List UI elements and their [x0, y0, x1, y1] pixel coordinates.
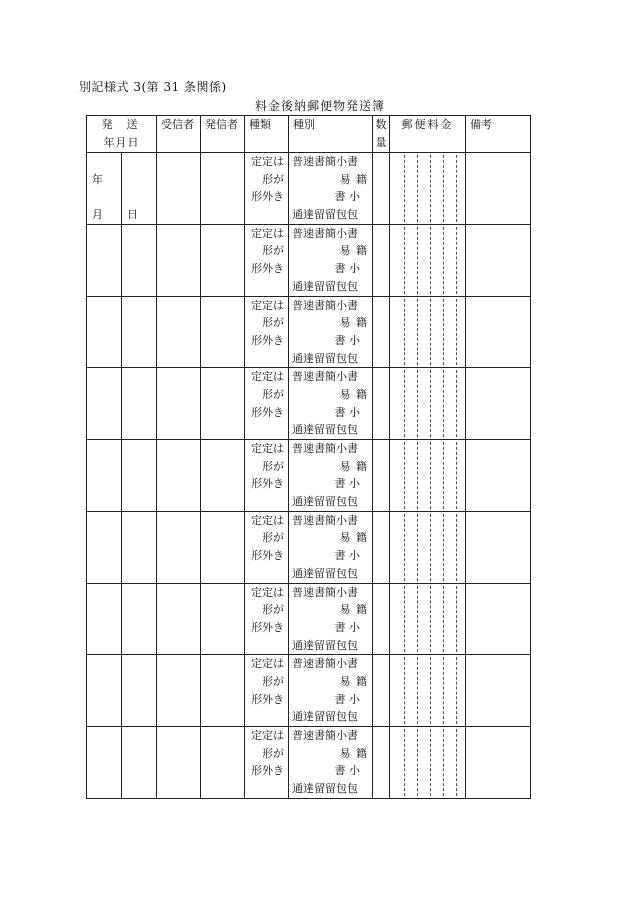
- digit-separator-line: [456, 299, 457, 366]
- kind-option-line: 定定は: [251, 155, 284, 168]
- digit-separator-line: [417, 514, 418, 581]
- classification-option-line: 書 小: [334, 620, 360, 634]
- date-year-month-cell[interactable]: [87, 224, 122, 296]
- classification-option-line: 通達留留包包: [292, 208, 358, 222]
- kind-option-line: 形が: [262, 316, 284, 330]
- date-year-month-cell[interactable]: [87, 583, 122, 655]
- classification-option-line: 書 小: [334, 190, 360, 204]
- classification-option-line: 書 小: [334, 549, 360, 563]
- recipient-cell[interactable]: [157, 153, 201, 225]
- classification-option-line: 通達留留包包: [292, 495, 358, 509]
- kind-option-line: 形が: [262, 531, 284, 545]
- digit-separator-line: [404, 155, 405, 222]
- digit-separator-line: [404, 227, 405, 294]
- count-cell[interactable]: [373, 153, 390, 225]
- digit-separator-line: [404, 299, 405, 366]
- classification-option-line: 書 小: [334, 477, 360, 491]
- table-row: [87, 224, 531, 296]
- digit-separator-line: [430, 227, 431, 294]
- kind-option-line: 形外き: [251, 549, 284, 563]
- date-day-cell[interactable]: [122, 224, 157, 296]
- header-count-line2: 量: [375, 136, 387, 149]
- page-title: 料金後納郵便物発送簿: [254, 99, 385, 113]
- table-row: [87, 655, 531, 727]
- table-row: [87, 153, 531, 225]
- postage-cell[interactable]: [390, 224, 466, 296]
- year-label: 年: [92, 173, 103, 186]
- classification-option-line: 易 籍: [339, 172, 368, 186]
- classification-cell[interactable]: [289, 368, 373, 440]
- table-row: [87, 583, 531, 655]
- classification-option-line: 書 小: [334, 764, 360, 778]
- classification-option-line: 易 籍: [339, 459, 368, 473]
- kind-option-line: 形が: [262, 674, 284, 688]
- kind-option-line: 形が: [262, 746, 284, 760]
- mail-dispatch-ledger: [86, 115, 531, 799]
- digit-separator-line: [404, 442, 405, 509]
- digit-separator-line: [404, 729, 405, 796]
- remarks-cell[interactable]: [466, 727, 531, 799]
- digit-separator-line: [456, 657, 457, 724]
- sender-cell[interactable]: [201, 296, 245, 368]
- classification-cell[interactable]: [289, 440, 373, 512]
- classification-option-line: 易 籍: [339, 387, 368, 401]
- recipient-cell[interactable]: [157, 583, 201, 655]
- classification-option-line: 普速書簡小書: [292, 585, 358, 599]
- count-cell[interactable]: [373, 511, 390, 583]
- classification-option-line: 通達留留包包: [292, 782, 358, 796]
- header-dispatch-date: [87, 116, 157, 153]
- digit-separator-line: [443, 657, 444, 724]
- classification-cell[interactable]: [289, 296, 373, 368]
- postage-cell[interactable]: [390, 440, 466, 512]
- postage-cell[interactable]: [390, 583, 466, 655]
- digit-separator-line: [443, 370, 444, 437]
- classification-option-line: 普速書簡小書: [292, 155, 358, 168]
- date-year-month-cell[interactable]: [87, 153, 122, 225]
- classification-option-line: 通達留留包包: [292, 279, 358, 293]
- kind-option-line: 形が: [262, 244, 284, 258]
- kind-option-line: 形外き: [251, 692, 284, 706]
- count-cell[interactable]: [373, 583, 390, 655]
- sender-cell[interactable]: [201, 727, 245, 799]
- recipient-cell[interactable]: [157, 440, 201, 512]
- classification-option-line: 普速書簡小書: [292, 442, 358, 455]
- classification-option-line: 書 小: [334, 262, 360, 276]
- kind-cell[interactable]: [245, 153, 289, 225]
- header-date-line2: 年月日: [103, 136, 140, 149]
- classification-option-line: 書 小: [334, 333, 360, 347]
- sender-cell[interactable]: [201, 583, 245, 655]
- digit-separator-line: [417, 729, 418, 796]
- digit-separator-line: [456, 370, 457, 437]
- digit-separator-line: [417, 657, 418, 724]
- kind-option-line: 定定は: [251, 513, 284, 527]
- sender-cell[interactable]: [201, 655, 245, 727]
- classification-option-line: 書 小: [334, 692, 360, 706]
- classification-option-line: 易 籍: [339, 531, 368, 545]
- digit-separator-line: [430, 729, 431, 796]
- date-day-cell[interactable]: [122, 583, 157, 655]
- kind-option-line: 定定は: [251, 442, 284, 455]
- table-row: [87, 296, 531, 368]
- digit-separator-line: [417, 370, 418, 437]
- header-classification: 種別: [289, 116, 373, 153]
- header-postage: 郵便料金: [390, 116, 466, 153]
- digit-separator-line: [417, 155, 418, 222]
- classification-option-line: 易 籍: [339, 674, 368, 688]
- kind-cell[interactable]: [245, 583, 289, 655]
- classification-option-line: 普速書簡小書: [292, 657, 358, 671]
- digit-separator-line: [404, 657, 405, 724]
- date-day-cell[interactable]: [122, 727, 157, 799]
- kind-cell[interactable]: [245, 511, 289, 583]
- recipient-cell[interactable]: [157, 727, 201, 799]
- digit-separator-line: [430, 586, 431, 653]
- digit-separator-line: [430, 514, 431, 581]
- sender-cell[interactable]: [201, 153, 245, 225]
- date-day-cell[interactable]: [122, 368, 157, 440]
- header-row: [87, 116, 531, 153]
- count-cell[interactable]: [373, 727, 390, 799]
- kind-cell[interactable]: [245, 440, 289, 512]
- digit-separator-line: [417, 586, 418, 653]
- recipient-cell[interactable]: [157, 368, 201, 440]
- date-day-cell[interactable]: [122, 511, 157, 583]
- remarks-cell[interactable]: [466, 655, 531, 727]
- kind-option-line: 形が: [262, 387, 284, 401]
- digit-separator-line: [456, 729, 457, 796]
- classification-option-line: 普速書簡小書: [292, 370, 358, 384]
- kind-cell[interactable]: [245, 727, 289, 799]
- classification-cell[interactable]: [289, 153, 373, 225]
- digit-separator-line: [443, 442, 444, 509]
- count-cell[interactable]: [373, 296, 390, 368]
- date-year-month-cell[interactable]: [87, 727, 122, 799]
- digit-separator-line: [443, 227, 444, 294]
- sender-cell[interactable]: [201, 440, 245, 512]
- classification-option-line: 通達留留包包: [292, 351, 358, 365]
- recipient-cell[interactable]: [157, 655, 201, 727]
- postage-cell[interactable]: [390, 153, 466, 225]
- remarks-cell[interactable]: [466, 224, 531, 296]
- digit-separator-line: [443, 299, 444, 366]
- kind-cell[interactable]: [245, 655, 289, 727]
- kind-option-line: 形が: [262, 459, 284, 473]
- postage-cell[interactable]: [390, 296, 466, 368]
- digit-separator-line: [417, 442, 418, 509]
- digit-separator-line: [430, 155, 431, 222]
- postage-cell[interactable]: [390, 368, 466, 440]
- digit-separator-line: [456, 514, 457, 581]
- kind-option-line: 定定は: [251, 370, 284, 384]
- day-label: 日: [127, 208, 138, 221]
- kind-option-line: 形外き: [251, 405, 284, 419]
- classification-option-line: 通達留留包包: [292, 710, 358, 724]
- remarks-cell[interactable]: [466, 440, 531, 512]
- recipient-cell[interactable]: [157, 224, 201, 296]
- digit-separator-line: [443, 586, 444, 653]
- sender-cell[interactable]: [201, 224, 245, 296]
- sender-cell[interactable]: [201, 368, 245, 440]
- table-row: [87, 727, 531, 799]
- kind-option-line: 定定は: [251, 585, 284, 599]
- kind-option-line: 定定は: [251, 226, 284, 240]
- digit-separator-line: [443, 514, 444, 581]
- date-year-month-cell[interactable]: [87, 511, 122, 583]
- classification-option-line: 易 籍: [339, 603, 368, 617]
- table-row: [87, 440, 531, 512]
- date-year-month-cell[interactable]: [87, 440, 122, 512]
- classification-option-line: 易 籍: [339, 316, 368, 330]
- kind-option-line: 形外き: [251, 620, 284, 634]
- classification-cell[interactable]: [289, 511, 373, 583]
- date-year-month-cell[interactable]: [87, 296, 122, 368]
- kind-cell[interactable]: [245, 224, 289, 296]
- kind-option-line: 形が: [262, 172, 284, 186]
- header-sender: 発信者: [201, 116, 245, 153]
- header-recipient: 受信者: [157, 116, 201, 153]
- classification-option-line: 通達留留包包: [292, 566, 358, 580]
- remarks-cell[interactable]: [466, 583, 531, 655]
- kind-cell[interactable]: [245, 296, 289, 368]
- digit-separator-line: [430, 370, 431, 437]
- classification-option-line: 普速書簡小書: [292, 226, 358, 240]
- kind-option-line: 形が: [262, 603, 284, 617]
- kind-option-line: 定定は: [251, 298, 284, 312]
- date-year-month-cell[interactable]: [87, 368, 122, 440]
- date-day-cell[interactable]: [122, 655, 157, 727]
- classification-option-line: 易 籍: [339, 244, 368, 258]
- kind-option-line: 形外き: [251, 333, 284, 347]
- digit-separator-line: [456, 442, 457, 509]
- header-date-line1: 発送: [101, 118, 152, 131]
- classification-option-line: 普速書簡小書: [292, 729, 358, 742]
- postage-cell[interactable]: [390, 727, 466, 799]
- date-year-month-cell[interactable]: [87, 655, 122, 727]
- digit-separator-line: [456, 227, 457, 294]
- digit-separator-line: [404, 514, 405, 581]
- digit-separator-line: [456, 586, 457, 653]
- digit-separator-line: [443, 729, 444, 796]
- classification-option-line: 書 小: [334, 405, 360, 419]
- classification-option-line: 易 籍: [339, 746, 368, 760]
- kind-option-line: 形外き: [251, 190, 284, 204]
- date-day-cell[interactable]: [122, 296, 157, 368]
- digit-separator-line: [417, 227, 418, 294]
- classification-option-line: 通達留留包包: [292, 423, 358, 437]
- table-row: [87, 511, 531, 583]
- digit-separator-line: [404, 370, 405, 437]
- kind-option-line: 形外き: [251, 477, 284, 491]
- digit-separator-line: [443, 155, 444, 222]
- header-count: [373, 116, 390, 153]
- date-day-cell[interactable]: [122, 440, 157, 512]
- digit-separator-line: [404, 586, 405, 653]
- postage-cell[interactable]: [390, 655, 466, 727]
- remarks-cell[interactable]: [466, 511, 531, 583]
- recipient-cell[interactable]: [157, 296, 201, 368]
- kind-option-line: 定定は: [251, 657, 284, 671]
- date-day-cell[interactable]: [122, 153, 157, 225]
- count-cell[interactable]: [373, 655, 390, 727]
- digit-separator-line: [430, 657, 431, 724]
- header-kind: 種類: [245, 116, 289, 153]
- kind-cell[interactable]: [245, 368, 289, 440]
- month-label: 月: [92, 208, 103, 221]
- header-remarks: 備考: [466, 116, 531, 153]
- kind-option-line: 形外き: [251, 764, 284, 778]
- kind-option-line: 定定は: [251, 729, 284, 742]
- remarks-cell[interactable]: [466, 296, 531, 368]
- classification-cell[interactable]: [289, 224, 373, 296]
- form-caption: 別記様式 3(第 31 条関係): [79, 80, 227, 94]
- classification-cell[interactable]: [289, 655, 373, 727]
- digit-separator-line: [430, 442, 431, 509]
- sender-cell[interactable]: [201, 511, 245, 583]
- remarks-cell[interactable]: [466, 368, 531, 440]
- count-cell[interactable]: [373, 368, 390, 440]
- classification-option-line: 普速書簡小書: [292, 298, 358, 312]
- digit-separator-line: [430, 299, 431, 366]
- classification-option-line: 普速書簡小書: [292, 513, 358, 527]
- classification-cell[interactable]: [289, 727, 373, 799]
- table-row: [87, 368, 531, 440]
- count-cell[interactable]: [373, 224, 390, 296]
- recipient-cell[interactable]: [157, 511, 201, 583]
- digit-separator-line: [456, 155, 457, 222]
- digit-separator-line: [417, 299, 418, 366]
- count-cell[interactable]: [373, 440, 390, 512]
- classification-cell[interactable]: [289, 583, 373, 655]
- remarks-cell[interactable]: [466, 153, 531, 225]
- kind-option-line: 形外き: [251, 262, 284, 276]
- classification-option-line: 通達留留包包: [292, 638, 358, 652]
- header-count-line1: 数: [375, 118, 387, 131]
- postage-cell[interactable]: [390, 511, 466, 583]
